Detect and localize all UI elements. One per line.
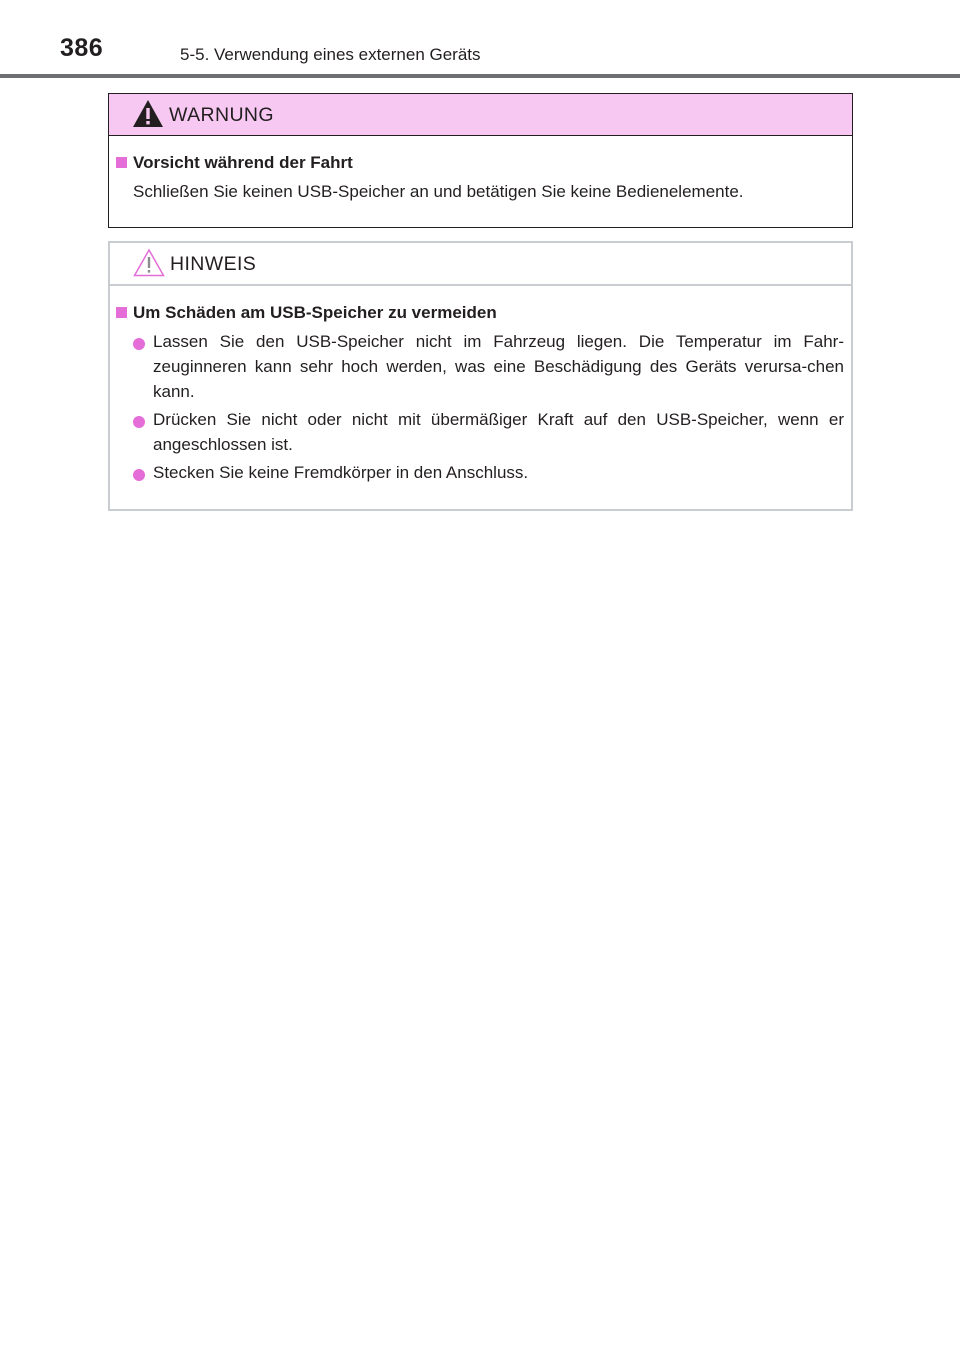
notice-box	[108, 241, 853, 511]
section-title: 5-5. Verwendung eines externen Geräts	[180, 45, 481, 64]
notice-item-title: Um Schäden am USB-Speicher zu vermeiden	[133, 303, 497, 322]
notice-label: HINWEIS	[170, 253, 257, 275]
warning-label: WARNUNG	[169, 104, 274, 126]
warning-header	[109, 94, 852, 136]
square-bullet-icon	[116, 307, 127, 318]
notice-icon	[132, 247, 166, 278]
page-header	[0, 0, 960, 80]
bullet-dot-icon	[133, 416, 145, 428]
header-divider	[0, 74, 960, 78]
square-bullet-icon	[116, 157, 127, 168]
page-number: 386	[60, 34, 104, 62]
notice-bullet-2: Drücken Sie nicht oder nicht mit übermäßiger Kraft auf den USB-Speicher, wenn er angeschlossen ist.	[153, 410, 844, 454]
warning-box	[108, 93, 853, 228]
bullet-dot-icon	[133, 469, 145, 481]
bullet-dot-icon	[133, 338, 145, 350]
notice-bullet-3: Stecken Sie keine Fremdkörper in den Anschluss.	[153, 463, 529, 482]
warning-item-title: Vorsicht während der Fahrt	[133, 153, 353, 172]
notice-header	[110, 243, 851, 286]
notice-bullet-1: Lassen Sie den USB-Speicher nicht im Fahrzeug liegen. Die Temperatur im Fahr-zeuginneren kann sehr hoch werden, was eine Beschädigung des Geräts verursa-chen kann.	[153, 332, 844, 401]
warning-item-text: Schließen Sie keinen USB-Speicher an und betätigen Sie keine Bedienelemente.	[133, 182, 744, 201]
warning-icon	[131, 98, 165, 129]
